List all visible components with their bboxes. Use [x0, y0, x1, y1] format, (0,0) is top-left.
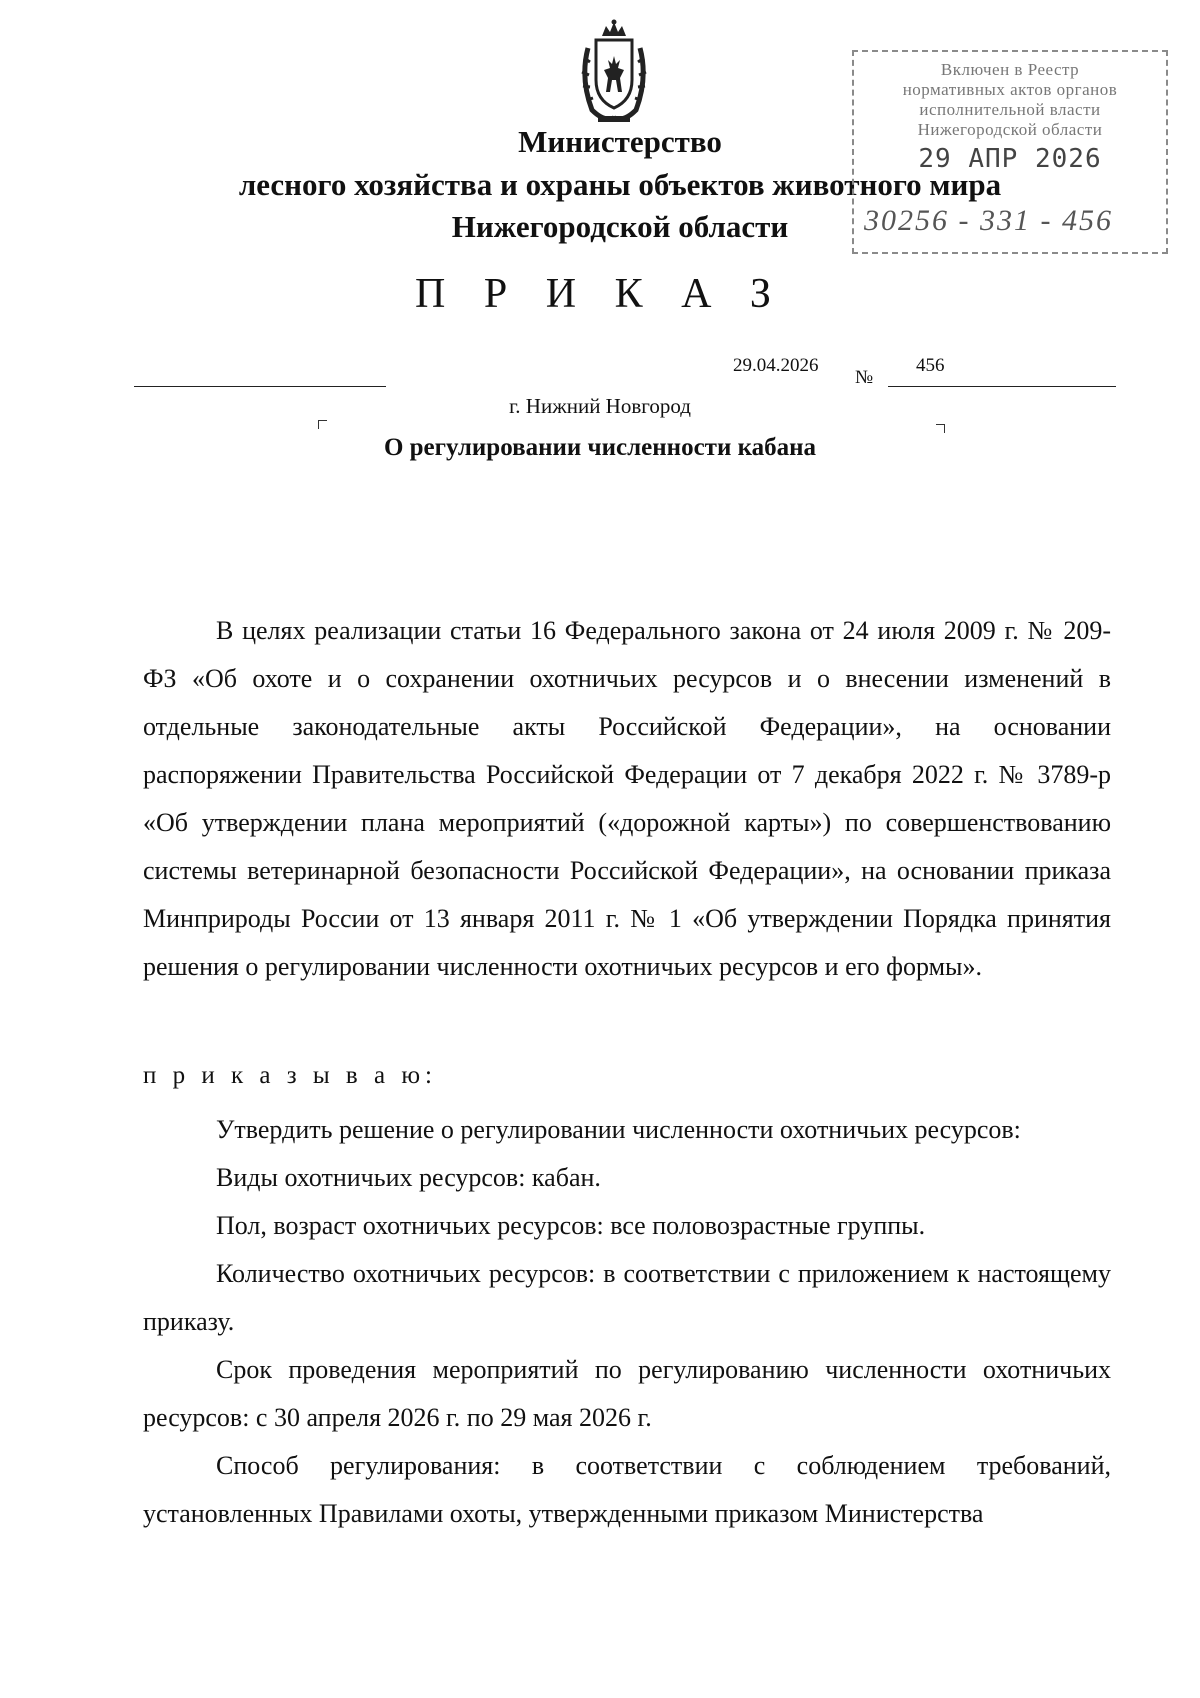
order-item-3	[143, 1202, 1111, 1250]
title-bracket-left	[318, 420, 327, 429]
order-item-1	[143, 1106, 1111, 1154]
stamp-date: 29 АПР 2026	[918, 144, 1102, 174]
stamp-line-2: нормативных актов органов	[902, 80, 1118, 99]
order-item-3-text: Пол, возраст охотничьих ресурсов: все половозрастные группы.	[216, 1211, 926, 1240]
ministry-title-line-1: Министерство	[518, 124, 722, 159]
order-word: п р и к а з ы в а ю:	[143, 1062, 437, 1089]
number-underline	[888, 386, 1116, 387]
coat-of-arms-emblem	[578, 18, 650, 126]
date-underline	[134, 386, 386, 387]
number-sign: №	[855, 367, 874, 388]
order-item-2-text: Виды охотничьих ресурсов: кабан.	[216, 1163, 601, 1192]
order-date: 29.04.2026	[733, 355, 819, 376]
title-bracket-right	[936, 424, 945, 433]
order-item-1-text: Утвердить решение о регулировании численности охотничьих ресурсов:	[216, 1115, 1021, 1144]
order-item-5-text: Срок проведения мероприятий по регулированию численности охотничьих ресурсов: с 30 апреля 2026 г. по 29 мая 2026 г.	[143, 1355, 1111, 1432]
ministry-title-line-3: Нижегородской области	[451, 209, 789, 244]
city-line: г. Нижний Новгород	[509, 394, 691, 418]
stamp-line-3: исполнительной власти	[919, 100, 1101, 119]
stamp-registration-number: 30256 - 331 - 456	[864, 204, 1113, 237]
order-item-6-text: Способ регулирования: в соответствии с соблюдением требований, установленных Правилами охоты, утвержденными приказом Министерства	[143, 1451, 1111, 1528]
order-number: 456	[916, 355, 945, 376]
order-item-5	[143, 1346, 1111, 1442]
registry-stamp	[852, 50, 1168, 254]
preamble-text: В целях реализации статьи 16 Федерального закона от 24 июля 2009 г. № 209-ФЗ «Об охоте и о сохранении охотничьих ресурсов и о внесении изменений в отдельные законодательные акты Российской Федерации», на основании распоряжении Правительства Российской Федерации от 7 декабря 2022 г. № 3789-р «Об утверждении плана мероприятий («дорожной карты») по совершенствованию системы ветеринарной безопасности Российской Федерации», на основании приказа Минприроды России от 13 января 2011 г. № 1 «Об утверждении Порядка принятия решения о регулировании численности охотничьих ресурсов и его формы».	[143, 616, 1111, 981]
order-item-4	[143, 1250, 1111, 1346]
order-subject: О регулировании численности кабана	[383, 434, 817, 461]
ministry-title-line-2: лесного хозяйства и охраны объектов животного мира	[238, 167, 1002, 202]
order-item-2	[143, 1154, 1111, 1202]
order-item-4-text: Количество охотничьих ресурсов: в соответствии с приложением к настоящему приказу.	[143, 1259, 1111, 1336]
stamp-line-4: Нижегородской области	[917, 120, 1103, 139]
stamp-line-1: Включен в Реестр	[940, 60, 1080, 79]
preamble-paragraph	[143, 607, 1111, 991]
order-item-6	[143, 1442, 1111, 1538]
document-type-title: П Р И К А З	[415, 271, 785, 317]
